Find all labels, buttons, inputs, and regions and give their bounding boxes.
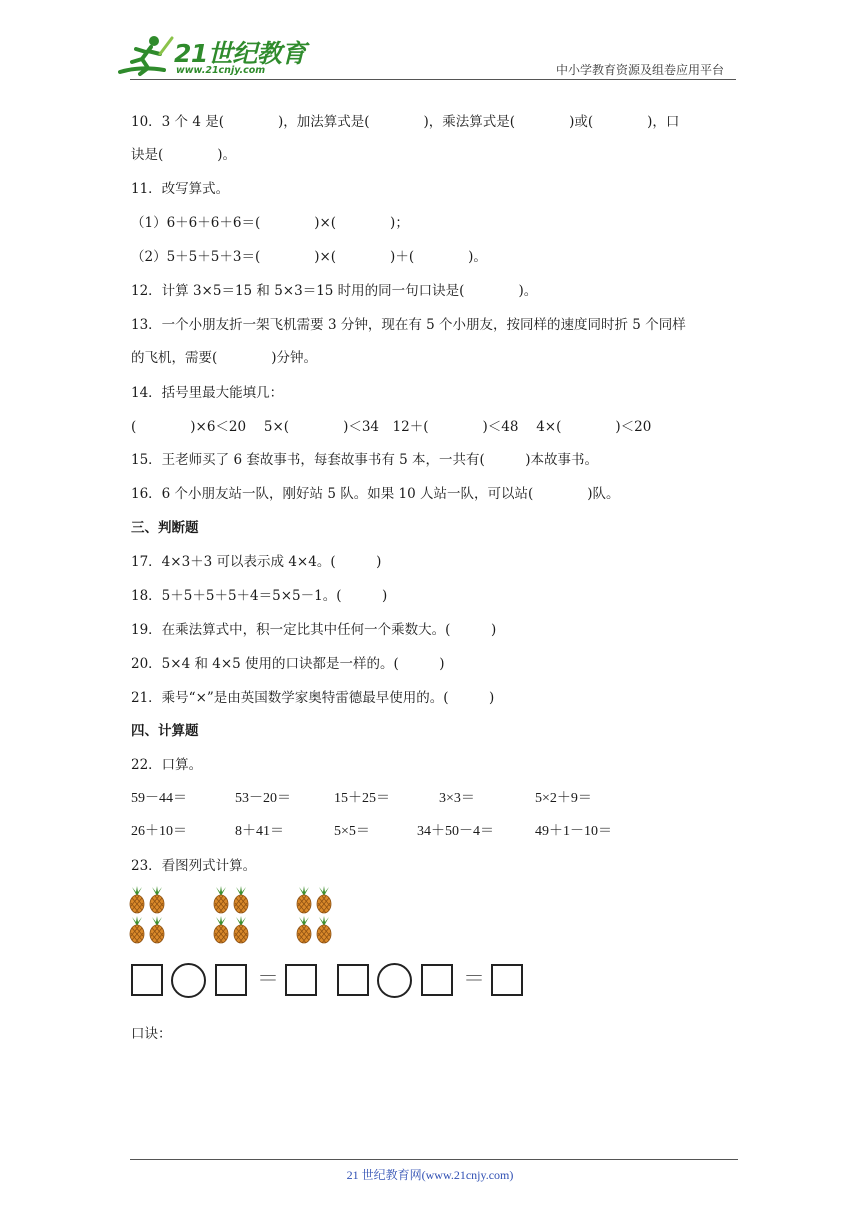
pineapple-icon bbox=[232, 916, 250, 944]
calc-item: 34＋50－4＝ bbox=[417, 824, 494, 839]
calc-item: 49＋1－10＝ bbox=[535, 824, 612, 839]
calc-item: 5×5＝ bbox=[334, 824, 370, 839]
question-14: 14．括号里最大能填几： bbox=[131, 385, 284, 401]
question-12: 12．计算 3×5＝15 和 5×3＝15 时用的同一句口诀是( )。 bbox=[131, 283, 538, 299]
logo-url: www.21cnjy.com bbox=[176, 65, 266, 76]
answer-box[interactable] bbox=[337, 964, 369, 996]
question-20: 20．5×4 和 4×5 使用的口诀都是一样的。( ) bbox=[131, 656, 445, 672]
pineapple-group bbox=[212, 886, 252, 946]
question-11-part1: （1）6＋6＋6＋6＝( )×( )； bbox=[131, 215, 409, 231]
pineapple-group bbox=[295, 886, 335, 946]
logo bbox=[118, 32, 306, 80]
logo-text: 21世纪教育 bbox=[174, 39, 306, 68]
question-19: 19．在乘法算式中，积一定比其中任何一个乘数大。( ) bbox=[131, 622, 497, 638]
question-17: 17．4×3＋3 可以表示成 4×4。( ) bbox=[131, 554, 382, 570]
calc-item: 59－44＝ bbox=[131, 791, 187, 806]
question-21: 21．乘号“×”是由英国数学家奥特雷德最早使用的。( ) bbox=[131, 690, 495, 706]
question-11-part2: （2）5＋5＋5＋3＝( )×( )＋( )。 bbox=[131, 249, 487, 265]
calc-row-2 bbox=[131, 822, 737, 842]
pineapple-icon bbox=[212, 886, 230, 914]
answer-box[interactable] bbox=[131, 964, 163, 996]
calc-item: 5×2＋9＝ bbox=[535, 791, 592, 806]
question-11: 11．改写算式。 bbox=[131, 181, 230, 197]
footer-text: 21 世纪教育网(www.21cnjy.com) bbox=[346, 1168, 514, 1182]
question-22: 22．口算。 bbox=[131, 757, 203, 773]
answer-boxes bbox=[131, 961, 551, 1001]
question-13-line1: 13．一个小朋友折一架飞机需要 3 分钟，现在有 5 个小朋友，按同样的速度同时折 5 个同样 bbox=[131, 317, 686, 333]
pineapple-icon bbox=[128, 886, 146, 914]
pineapple-icon bbox=[315, 916, 333, 944]
pineapple-icon bbox=[232, 886, 250, 914]
operator-circle[interactable] bbox=[171, 963, 206, 998]
section-judgement-title: 三、判断题 bbox=[131, 520, 199, 536]
answer-box[interactable] bbox=[421, 964, 453, 996]
answer-box[interactable] bbox=[491, 964, 523, 996]
pineapple-icon bbox=[148, 916, 166, 944]
pineapple-icon bbox=[128, 916, 146, 944]
pineapple-group bbox=[128, 886, 168, 946]
koujue-label: 口诀： bbox=[131, 1026, 172, 1042]
answer-box[interactable] bbox=[285, 964, 317, 996]
equals-sign: ＝ bbox=[257, 967, 280, 992]
question-13-line2: 的飞机，需要( )分钟。 bbox=[131, 350, 318, 366]
calc-item: 3×3＝ bbox=[439, 791, 475, 806]
pineapple-icon bbox=[295, 886, 313, 914]
pineapple-icon bbox=[148, 886, 166, 914]
runner-icon bbox=[118, 32, 178, 78]
question-10-line1: 10．3 个 4 是( )，加法算式是( )，乘法算式是( )或( )，口 bbox=[131, 114, 680, 130]
answer-box[interactable] bbox=[215, 964, 247, 996]
footer-divider bbox=[130, 1159, 738, 1160]
section-calculation-title: 四、计算题 bbox=[131, 723, 199, 739]
calc-row-1 bbox=[131, 789, 737, 809]
question-15: 15．王老师买了 6 套故事书，每套故事书有 5 本，一共有( )本故事书。 bbox=[131, 452, 599, 468]
calc-item: 53－20＝ bbox=[235, 791, 291, 806]
question-10-line2: 诀是( )。 bbox=[131, 147, 237, 163]
calc-item: 8＋41＝ bbox=[235, 824, 284, 839]
question-18: 18．5＋5＋5＋5＋4＝5×5－1。( ) bbox=[131, 588, 388, 604]
calc-item: 15＋25＝ bbox=[334, 791, 390, 806]
question-23: 23．看图列式计算。 bbox=[131, 858, 257, 874]
calc-item: 26＋10＝ bbox=[131, 824, 187, 839]
pineapple-icon bbox=[212, 916, 230, 944]
pineapple-icon bbox=[315, 886, 333, 914]
platform-title: 中小学教育资源及组卷应用平台 bbox=[555, 63, 724, 77]
question-16: 16．6 个小朋友站一队，刚好站 5 队。如果 10 人站一队，可以站( )队。 bbox=[131, 486, 620, 502]
question-14-items: ( )×6＜20 5×( )＜34 12＋( )＜48 4×( )＜20 bbox=[131, 419, 652, 435]
page-header bbox=[0, 0, 860, 90]
operator-circle[interactable] bbox=[377, 963, 412, 998]
header-divider bbox=[130, 79, 736, 80]
pineapple-icon bbox=[295, 916, 313, 944]
equals-sign: ＝ bbox=[463, 967, 486, 992]
